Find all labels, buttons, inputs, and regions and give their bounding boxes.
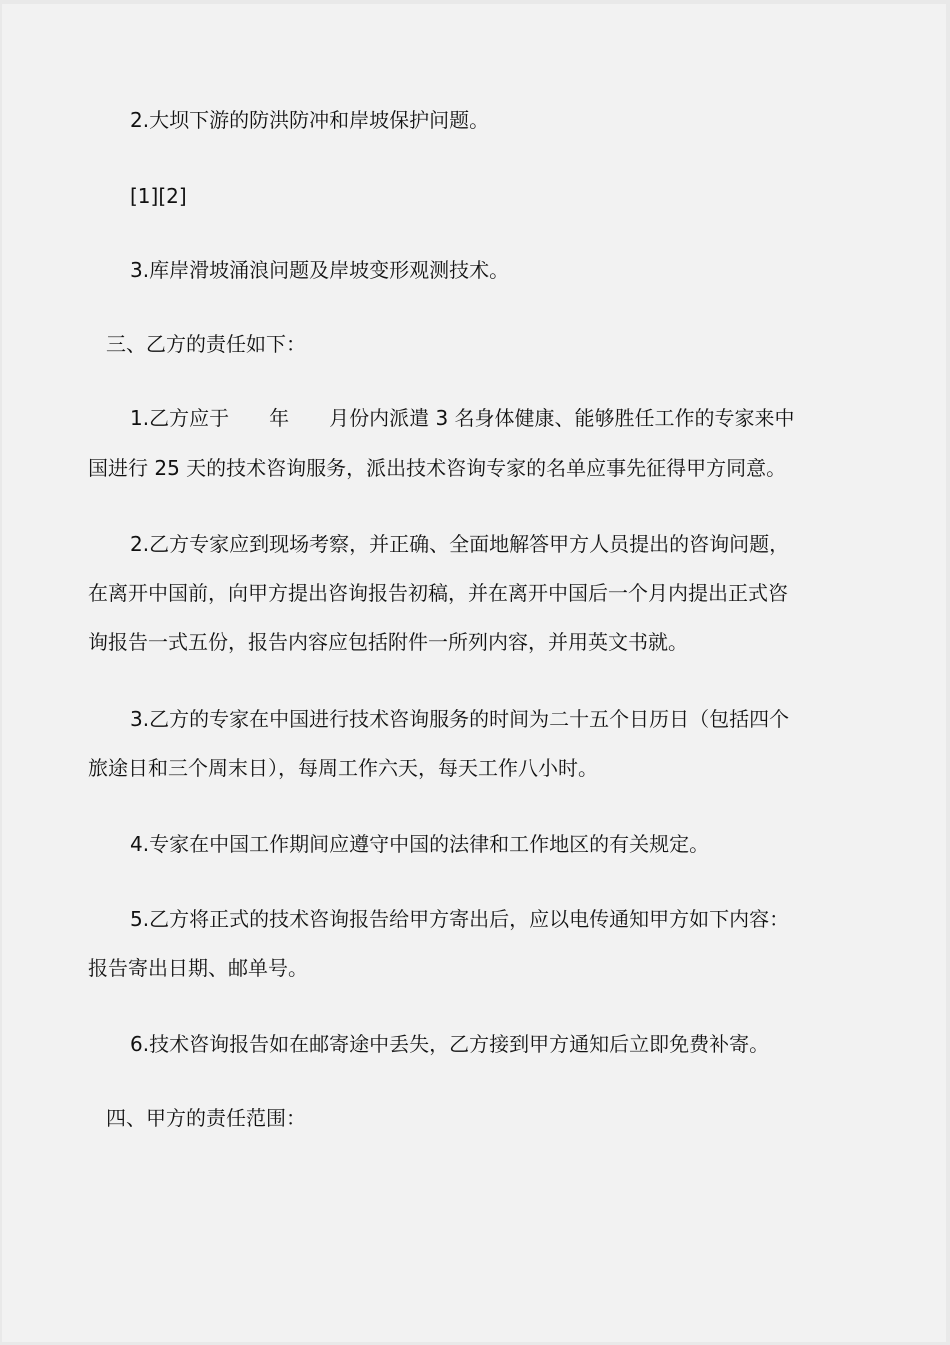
- paragraph-line: 5.乙方将正式的技术咨询报告给甲方寄出后，应以电传通知甲方如下内容：: [130, 907, 790, 931]
- section-heading: 三、乙方的责任如下：: [106, 332, 306, 356]
- paragraph-line: 2.大坝下游的防洪防冲和岸坡保护问题。: [130, 108, 490, 132]
- paragraph-line: 3.库岸滑坡涌浪问题及岸坡变形观测技术。: [130, 258, 510, 282]
- document-page: [2, 4, 946, 1342]
- paragraph-line: 1.乙方应于 年 月份内派遣 3 名身体健康、能够胜任工作的专家来中: [130, 406, 795, 430]
- paragraph-line: 2.乙方专家应到现场考察，并正确、全面地解答甲方人员提出的咨询问题，: [130, 532, 790, 556]
- paragraph-line: 询报告一式五份，报告内容应包括附件一所列内容，并用英文书就。: [88, 630, 688, 654]
- paragraph-line: 6.技术咨询报告如在邮寄途中丢失，乙方接到甲方通知后立即免费补寄。: [130, 1032, 770, 1056]
- paragraph-line: 4.专家在中国工作期间应遵守中国的法律和工作地区的有关规定。: [130, 832, 710, 856]
- section-heading: 四、甲方的责任范围：: [106, 1106, 306, 1130]
- paragraph-line: 3.乙方的专家在中国进行技术咨询服务的时间为二十五个日历日（包括四个: [130, 707, 790, 731]
- paragraph-line: 在离开中国前，向甲方提出咨询报告初稿，并在离开中国后一个月内提出正式咨: [88, 581, 788, 605]
- citation-reference: [1][2]: [130, 184, 187, 208]
- paragraph-line: 国进行 25 天的技术咨询服务，派出技术咨询专家的名单应事先征得甲方同意。: [88, 456, 787, 480]
- paragraph-line: 报告寄出日期、邮单号。: [88, 956, 308, 980]
- paragraph-line: 旅途日和三个周末日），每周工作六天，每天工作八小时。: [88, 756, 598, 780]
